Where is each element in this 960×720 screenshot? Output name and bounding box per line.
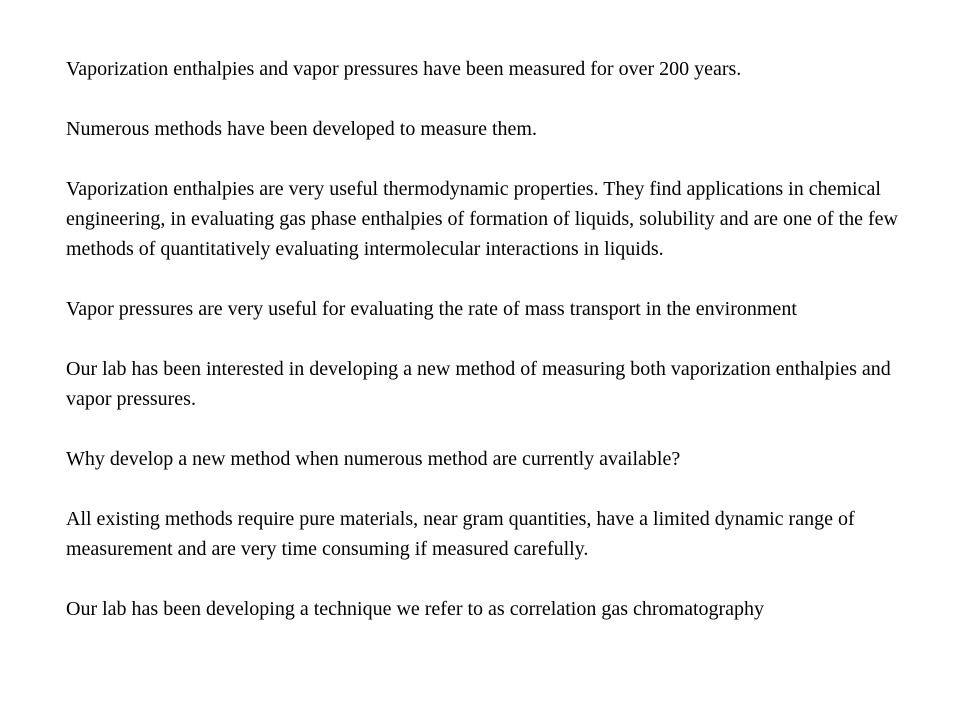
paragraph-history: Vaporization enthalpies and vapor pressures have been measured for over 200 years. [66,58,742,80]
paragraph-methods: Numerous methods have been developed to measure them. [66,118,537,140]
paragraph-existing-limitations: All existing methods require pure materials, near gram quantities, have a limited dynamic range of measurement and are very time consuming if measured carefully. [66,508,855,560]
paragraph-enthalpy-uses: Vaporization enthalpies are very useful thermodynamic properties. They find applications in chemical engineering, in evaluating gas phase enthalpies of formation of liquids, solubility and are one of the few methods of quantitatively evaluating intermolecular interactions in liquids. [66,178,898,260]
paragraph-correlation-gc: Our lab has been developing a technique we refer to as correlation gas chromatography [66,598,765,620]
paragraph-lab-interest: Our lab has been interested in developing a new method of measuring both vaporization enthalpies and vapor pressures. [66,358,891,410]
paragraph-why-new-method: Why develop a new method when numerous method are currently available? [66,448,681,470]
slide-body [66,54,936,624]
paragraph-vapor-pressure-uses: Vapor pressures are very useful for evaluating the rate of mass transport in the environment [66,298,797,320]
